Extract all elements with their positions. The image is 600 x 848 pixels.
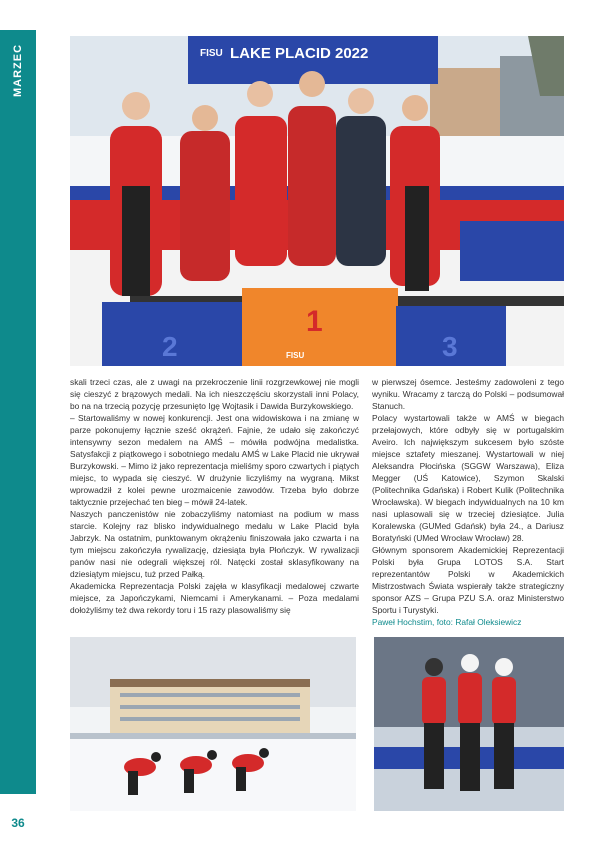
banner-title-text: LAKE PLACID 2022 [230,45,369,62]
article-paragraph: Naszych panczenistów nie zobaczyliśmy natomiast na podium w mass starcie. Kolejny raz blisko indywidualnego medalu w Lake Placid była Jabrzyk. Na ostatnim, punktowanym okrążeniu finiszowała jako czwarta i na tym miejscu zakończyła rywalizację, dziesiąta była Płończyk. W rywalizacji panów nasi nie odegrali większej ról. Natęcki został sklasyfikowany na dziesiątym miejscu, tuż przed Pałką. [70,509,359,579]
podium-photo [70,36,564,366]
podium-number-3: 3 [442,331,458,362]
article-paragraph: Głównym sponsorem Akademickiej Reprezentacji Polski była Grupa LOTOS S.A. Start reprezentantów Polski w Akademickich Mistrzostwach Świata wspierały także strategiczny sponsor AZS – Grupa PZU S.A. oraz Ministerstwo Sportu i Turystyki. [372,545,564,615]
article-paragraph: skali trzeci czas, ale z uwagi na przekroczenie linii rozgrzewkowej nie mogli się cieszyć z brązowych medali. Na ich nieszczęściu skorzystali inni Polacy, bo na na trzecią pozycję przesunięto Igę Wojtasik i Dawida Burzykowskiego. [70,377,359,411]
sidebar-tab [0,0,36,848]
banner-brand-text: FISU [200,48,223,59]
article-paragraph: – Startowaliśmy w nowej konkurencji. Jest ona widowiskowa i na zmianę w parze pokonujemy łącznie sześć okrążeń. Fajnie, że udało się zakończyć intensywny sezon medalem na AMŚ – mówiła podwójna medalistka. Satysfakcji z piątkowego i sobotniego medalu AMŚ w Lake Placid nie ukrywał Burzykowski. – Mimo iż jako reprezentacja mieliśmy sporo czwartych i piątych miejsc, to wypada się cieszyć. W drużynie liczyliśmy na wygraną. Mikst wprowadził z kolei pewne urozmaicenie zawodów. Trzeba było dobrze taktycznie przejechać ten bieg – mówił 24-latek. [70,413,359,507]
podium-number-1: 1 [306,305,323,338]
article-paragraph: Polacy wystartowali także w AMŚ w biegach przełajowych, które odbyły się w portugalskim Aveiro. Ich największym sukcesem było szóste miejsce sztafety mieszanej. Wystartowali w niej Aleksandra Płocińska (SGGW Warszawa), Eliza Megger (UŚ Katowice), Szymon Skalski (Politechnika Gdańska) i Robert Kulik (Politechnika Wrocławska). W biegach indywidualnych na 10 km nasi uplasowali się w trzeciej dziesiątce. Julia Koralewska (GUMed Gdańsk) była 24., a Dariusz Boratyński (UMed Wrocław Wrocław) 28. [372,413,564,543]
podium-number-2: 2 [162,331,178,362]
skaters-portrait-photo [374,637,564,811]
podium-brand-text: FISU [286,351,305,360]
section-label: MARZEC [12,43,24,97]
article-left-column [70,376,359,632]
article-paragraph: Akademicka Reprezentacja Polski zajęła w klasyfikacji medalowej czwarte miejsce, za Japończykami, Niemcami i Amerykanami. – Poza medalami dołożyliśmy też dwa rekordy toru i 15 razy plasowaliśmy się [70,581,359,615]
skaters-track-photo [70,637,356,811]
article-right-column [372,376,564,632]
photo-credit: Paweł Hochstim, foto: Rafał Oleksiewicz [372,617,522,627]
article-body [70,376,564,632]
page-number: 36 [11,816,25,830]
sidebar-band [0,110,36,794]
skater-portrait-figures [422,654,516,791]
article-paragraph: w pierwszej ósemce. Jesteśmy zadowoleni z tego wyniku. Wracamy z tarczą do Polski – podsumował Stanuch. [372,377,564,411]
